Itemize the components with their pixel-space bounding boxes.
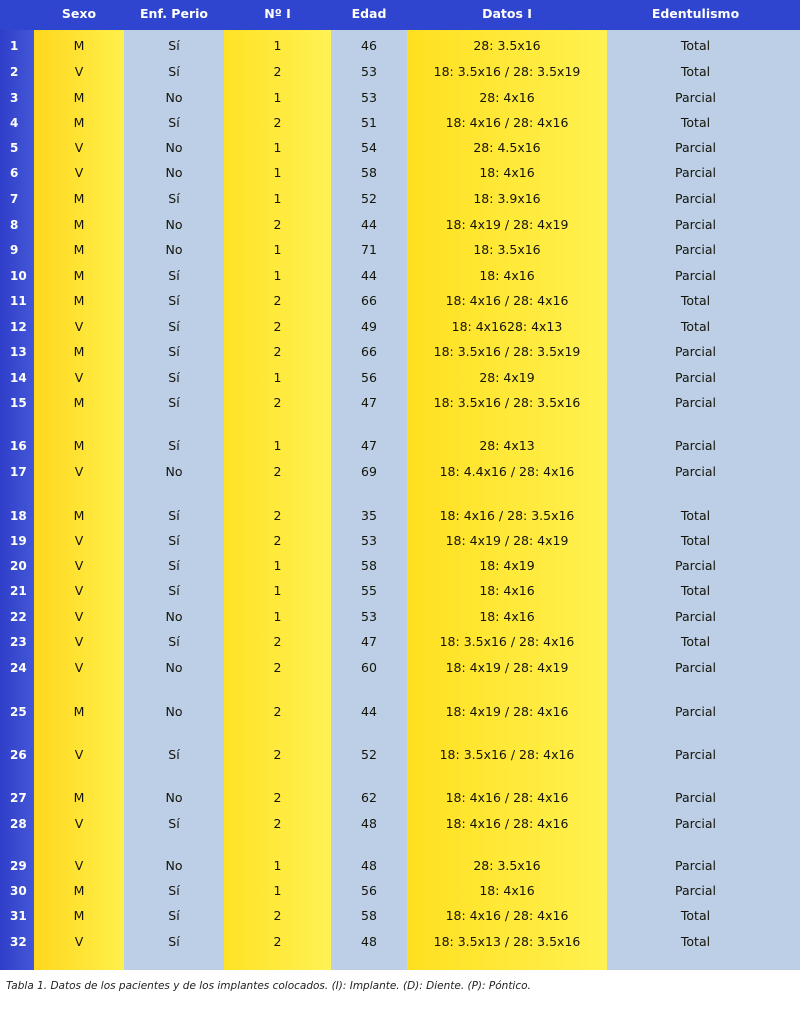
sexo-cell: M (73, 293, 85, 308)
datos-cell: 18: 3.5x16 / 28: 4x16 (439, 747, 575, 762)
sexo-cell: V (74, 64, 84, 79)
edentulismo-cell: Parcial (675, 370, 716, 385)
row-number: 26 (10, 748, 27, 762)
sexo-cell: M (73, 191, 85, 206)
datos-cell: 18: 4x19 / 28: 4x19 (445, 660, 569, 675)
datos-cell: 18: 4x19 / 28: 4x19 (445, 533, 569, 548)
datos-cell: 18: 3.5x16 / 28: 3.5x19 (433, 64, 581, 79)
edad-cell: 48 (361, 816, 377, 831)
enf-perio-cell: Sí (168, 883, 180, 898)
datos-cell: 18: 4x19 / 28: 4x19 (445, 217, 569, 232)
edentulismo-cell: Parcial (675, 883, 716, 898)
row-number: 25 (10, 705, 27, 719)
nro-implantes-cell: 1 (273, 38, 282, 53)
header-datos: Datos I (482, 6, 532, 21)
datos-cell: 18: 4x16 (479, 609, 535, 624)
nro-implantes-cell: 2 (273, 217, 282, 232)
row-number: 6 (10, 166, 19, 180)
edentulismo-cell: Parcial (675, 609, 716, 624)
table-row (0, 342, 800, 362)
header-edad: Edad (351, 6, 387, 21)
enf-perio-cell: Sí (168, 558, 180, 573)
edentulismo-cell: Total (680, 115, 711, 130)
enf-perio-cell: Sí (168, 115, 180, 130)
nro-implantes-cell: 2 (273, 64, 282, 79)
enf-perio-cell: Sí (168, 38, 180, 53)
row-number: 5 (10, 141, 19, 155)
table-row (0, 138, 800, 158)
edad-cell: 35 (361, 508, 377, 523)
edad-cell: 58 (361, 908, 377, 923)
edad-cell: 47 (361, 438, 377, 453)
enf-perio-cell: Sí (168, 934, 180, 949)
edad-cell: 66 (361, 344, 377, 359)
row-number: 14 (10, 371, 27, 385)
edentulismo-cell: Total (680, 533, 711, 548)
sexo-cell: M (73, 508, 85, 523)
row-number: 30 (10, 884, 27, 898)
datos-cell: 28: 4x16 (479, 90, 535, 105)
table-row (0, 506, 800, 526)
edentulismo-cell: Parcial (675, 191, 716, 206)
enf-perio-cell: No (165, 464, 183, 479)
row-number: 2 (10, 65, 19, 79)
row-number: 3 (10, 91, 19, 105)
edad-cell: 44 (361, 704, 377, 719)
datos-cell: 18: 3.5x16 / 28: 3.5x19 (433, 344, 581, 359)
edad-cell: 46 (361, 38, 377, 53)
nro-implantes-cell: 1 (273, 858, 282, 873)
edad-cell: 52 (361, 191, 377, 206)
edad-cell: 60 (361, 660, 377, 675)
datos-cell: 18: 4x16 / 28: 4x16 (445, 908, 569, 923)
nro-implantes-cell: 1 (273, 90, 282, 105)
nro-implantes-cell: 2 (273, 747, 282, 762)
sexo-cell: M (73, 268, 85, 283)
sexo-cell: V (74, 558, 84, 573)
nro-implantes-cell: 2 (273, 704, 282, 719)
enf-perio-cell: No (165, 858, 183, 873)
edad-cell: 54 (361, 140, 377, 155)
edad-cell: 44 (361, 217, 377, 232)
enf-perio-cell: No (165, 90, 183, 105)
enf-perio-cell: Sí (168, 293, 180, 308)
row-number: 4 (10, 116, 19, 130)
row-number: 1 (10, 39, 19, 53)
nro-implantes-cell: 2 (273, 508, 282, 523)
row-number: 22 (10, 610, 27, 624)
enf-perio-cell: No (165, 242, 183, 257)
edentulismo-cell: Parcial (675, 747, 716, 762)
row-number: 15 (10, 396, 27, 410)
row-number: 29 (10, 859, 27, 873)
sexo-cell: V (74, 319, 84, 334)
header-sexo: Sexo (61, 6, 97, 21)
table-row (0, 531, 800, 551)
table-row (0, 393, 800, 413)
table-row (0, 581, 800, 601)
nro-implantes-cell: 2 (273, 344, 282, 359)
row-number: 28 (10, 817, 27, 831)
edad-cell: 51 (361, 115, 377, 130)
enf-perio-cell: Sí (168, 634, 180, 649)
enf-perio-cell: Sí (168, 191, 180, 206)
row-number: 31 (10, 909, 27, 923)
edad-cell: 56 (361, 883, 377, 898)
sexo-cell: M (73, 115, 85, 130)
edentulismo-cell: Total (680, 583, 711, 598)
nro-implantes-cell: 1 (273, 438, 282, 453)
table-row (0, 632, 800, 652)
nro-implantes-cell: 2 (273, 634, 282, 649)
datos-cell: 28: 4x19 (479, 370, 535, 385)
datos-cell: 18: 4.4x16 / 28: 4x16 (439, 464, 575, 479)
table-row (0, 906, 800, 926)
edentulismo-cell: Total (680, 508, 711, 523)
row-number: 21 (10, 584, 27, 598)
sexo-cell: V (74, 464, 84, 479)
edad-cell: 53 (361, 64, 377, 79)
sexo-cell: M (73, 790, 85, 805)
nro-implantes-cell: 2 (273, 319, 282, 334)
row-number: 12 (10, 320, 27, 334)
row-number: 7 (10, 192, 19, 206)
datos-cell: 18: 3.5x13 / 28: 3.5x16 (433, 934, 581, 949)
table-row (0, 317, 800, 337)
table-row (0, 788, 800, 808)
sexo-cell: V (74, 165, 84, 180)
row-number: 23 (10, 635, 27, 649)
enf-perio-cell: No (165, 790, 183, 805)
table-row (0, 556, 800, 576)
datos-cell: 18: 3.9x16 (473, 191, 541, 206)
edad-cell: 58 (361, 165, 377, 180)
edentulismo-cell: Parcial (675, 858, 716, 873)
sexo-cell: M (73, 90, 85, 105)
table-row (0, 189, 800, 209)
edad-cell: 66 (361, 293, 377, 308)
row-number: 16 (10, 439, 27, 453)
table-row (0, 368, 800, 388)
enf-perio-cell: Sí (168, 533, 180, 548)
datos-cell: 18: 4x19 / 28: 4x16 (445, 704, 569, 719)
enf-perio-cell: Sí (168, 747, 180, 762)
header-enf-perio: Enf. Perio (140, 6, 208, 21)
edentulismo-cell: Parcial (675, 704, 716, 719)
nro-implantes-cell: 2 (273, 533, 282, 548)
datos-cell: 18: 4x16 / 28: 4x16 (445, 816, 569, 831)
edad-cell: 47 (361, 395, 377, 410)
enf-perio-cell: No (165, 704, 183, 719)
header-edentulismo: Edentulismo (651, 6, 740, 21)
enf-perio-cell: Sí (168, 370, 180, 385)
edentulismo-cell: Parcial (675, 242, 716, 257)
nro-implantes-cell: 2 (273, 293, 282, 308)
sexo-cell: V (74, 634, 84, 649)
enf-perio-cell: No (165, 217, 183, 232)
table-row (0, 88, 800, 108)
sexo-cell: M (73, 438, 85, 453)
enf-perio-cell: Sí (168, 64, 180, 79)
nro-implantes-cell: 1 (273, 165, 282, 180)
edad-cell: 53 (361, 90, 377, 105)
nro-implantes-cell: 1 (273, 370, 282, 385)
datos-cell: 18: 4x16 / 28: 4x16 (445, 790, 569, 805)
edad-cell: 48 (361, 858, 377, 873)
sexo-cell: M (73, 217, 85, 232)
table-row (0, 266, 800, 286)
sexo-cell: M (73, 242, 85, 257)
edentulismo-cell: Total (680, 293, 711, 308)
table-row (0, 658, 800, 678)
table-row (0, 62, 800, 82)
edentulismo-cell: Parcial (675, 558, 716, 573)
enf-perio-cell: No (165, 165, 183, 180)
edentulismo-cell: Parcial (675, 395, 716, 410)
nro-implantes-cell: 2 (273, 816, 282, 831)
sexo-cell: V (74, 858, 84, 873)
datos-cell: 18: 3.5x16 / 28: 4x16 (439, 634, 575, 649)
edentulismo-cell: Parcial (675, 660, 716, 675)
edentulismo-cell: Parcial (675, 90, 716, 105)
nro-implantes-cell: 1 (273, 242, 282, 257)
edentulismo-cell: Total (680, 38, 711, 53)
edentulismo-cell: Total (680, 319, 711, 334)
edentulismo-cell: Parcial (675, 464, 716, 479)
sexo-cell: V (74, 609, 84, 624)
enf-perio-cell: Sí (168, 344, 180, 359)
enf-perio-cell: Sí (168, 508, 180, 523)
edad-cell: 55 (361, 583, 377, 598)
edentulismo-cell: Total (680, 634, 711, 649)
enf-perio-cell: Sí (168, 583, 180, 598)
nro-implantes-cell: 1 (273, 609, 282, 624)
table-row (0, 113, 800, 133)
edad-cell: 49 (361, 319, 377, 334)
nro-implantes-cell: 2 (273, 908, 282, 923)
datos-cell: 18: 3.5x16 / 28: 3.5x16 (433, 395, 581, 410)
table-row (0, 702, 800, 722)
enf-perio-cell: Sí (168, 395, 180, 410)
sexo-cell: V (74, 816, 84, 831)
table-row (0, 163, 800, 183)
header-nro-implantes: Nº I (264, 6, 291, 21)
edentulismo-cell: Parcial (675, 268, 716, 283)
enf-perio-cell: Sí (168, 908, 180, 923)
sexo-cell: V (74, 583, 84, 598)
edad-cell: 48 (361, 934, 377, 949)
nro-implantes-cell: 1 (273, 883, 282, 898)
nro-implantes-cell: 1 (273, 191, 282, 206)
sexo-cell: V (74, 140, 84, 155)
edad-cell: 53 (361, 533, 377, 548)
nro-implantes-cell: 2 (273, 660, 282, 675)
edentulismo-cell: Parcial (675, 165, 716, 180)
edentulismo-cell: Parcial (675, 344, 716, 359)
nro-implantes-cell: 2 (273, 790, 282, 805)
row-number: 18 (10, 509, 27, 523)
datos-cell: 28: 4x13 (479, 438, 535, 453)
table-row (0, 814, 800, 834)
edad-cell: 53 (361, 609, 377, 624)
datos-cell: 18: 4x16 (479, 883, 535, 898)
table-row (0, 291, 800, 311)
row-number: 8 (10, 218, 19, 232)
datos-cell: 28: 3.5x16 (473, 858, 541, 873)
datos-cell: 18: 4x16 / 28: 4x16 (445, 293, 569, 308)
sexo-cell: M (73, 704, 85, 719)
row-number: 9 (10, 243, 19, 257)
datos-cell: 18: 4x16 / 28: 3.5x16 (439, 508, 575, 523)
table-row (0, 881, 800, 901)
sexo-cell: M (73, 344, 85, 359)
row-number: 17 (10, 465, 27, 479)
datos-cell: 18: 3.5x16 (473, 242, 541, 257)
table-row (0, 856, 800, 876)
edad-cell: 69 (361, 464, 377, 479)
datos-cell: 18: 4x16 (479, 165, 535, 180)
sexo-cell: V (74, 934, 84, 949)
datos-cell: 28: 4.5x16 (473, 140, 541, 155)
enf-perio-cell: Sí (168, 438, 180, 453)
edad-cell: 52 (361, 747, 377, 762)
edad-cell: 71 (361, 242, 377, 257)
datos-cell: 18: 4x19 (479, 558, 535, 573)
datos-cell: 18: 4x16 (479, 268, 535, 283)
edad-cell: 56 (361, 370, 377, 385)
enf-perio-cell: No (165, 609, 183, 624)
nro-implantes-cell: 2 (273, 115, 282, 130)
table-row (0, 607, 800, 627)
row-number: 11 (10, 294, 27, 308)
row-number: 32 (10, 935, 27, 949)
row-number: 13 (10, 345, 27, 359)
table-row (0, 745, 800, 765)
row-number: 20 (10, 559, 27, 573)
datos-cell: 18: 4x16 / 28: 4x16 (445, 115, 569, 130)
table-row (0, 215, 800, 235)
edentulismo-cell: Total (680, 934, 711, 949)
datos-cell: 18: 4x1628: 4x13 (451, 319, 563, 334)
sexo-cell: M (73, 395, 85, 410)
enf-perio-cell: No (165, 660, 183, 675)
edentulismo-cell: Parcial (675, 790, 716, 805)
table-header-row (0, 0, 800, 30)
edad-cell: 58 (361, 558, 377, 573)
edentulismo-cell: Parcial (675, 438, 716, 453)
sexo-cell: V (74, 747, 84, 762)
edentulismo-cell: Parcial (675, 816, 716, 831)
nro-implantes-cell: 2 (273, 934, 282, 949)
enf-perio-cell: Sí (168, 816, 180, 831)
enf-perio-cell: No (165, 140, 183, 155)
sexo-cell: V (74, 660, 84, 675)
nro-implantes-cell: 2 (273, 464, 282, 479)
table-row (0, 436, 800, 456)
edad-cell: 62 (361, 790, 377, 805)
enf-perio-cell: Sí (168, 268, 180, 283)
sexo-cell: M (73, 38, 85, 53)
table-row (0, 240, 800, 260)
sexo-cell: V (74, 533, 84, 548)
sexo-cell: M (73, 883, 85, 898)
edentulismo-cell: Total (680, 64, 711, 79)
table-row (0, 36, 800, 56)
nro-implantes-cell: 2 (273, 395, 282, 410)
nro-implantes-cell: 1 (273, 583, 282, 598)
edentulismo-cell: Total (680, 908, 711, 923)
table-row (0, 462, 800, 482)
edentulismo-cell: Parcial (675, 140, 716, 155)
sexo-cell: V (74, 370, 84, 385)
row-number: 24 (10, 661, 27, 675)
nro-implantes-cell: 1 (273, 140, 282, 155)
datos-cell: 18: 4x16 (479, 583, 535, 598)
table-row (0, 932, 800, 952)
nro-implantes-cell: 1 (273, 268, 282, 283)
row-number: 27 (10, 791, 27, 805)
table-caption: Tabla 1. Datos de los pacientes y de los implantes colocados. (I): Implante. (D): Diente. (P): Póntico. (6, 980, 531, 992)
nro-implantes-cell: 1 (273, 558, 282, 573)
datos-cell: 28: 3.5x16 (473, 38, 541, 53)
edentulismo-cell: Parcial (675, 217, 716, 232)
edad-cell: 44 (361, 268, 377, 283)
row-number: 19 (10, 534, 27, 548)
enf-perio-cell: Sí (168, 319, 180, 334)
edad-cell: 47 (361, 634, 377, 649)
sexo-cell: M (73, 908, 85, 923)
row-number: 10 (10, 269, 27, 283)
